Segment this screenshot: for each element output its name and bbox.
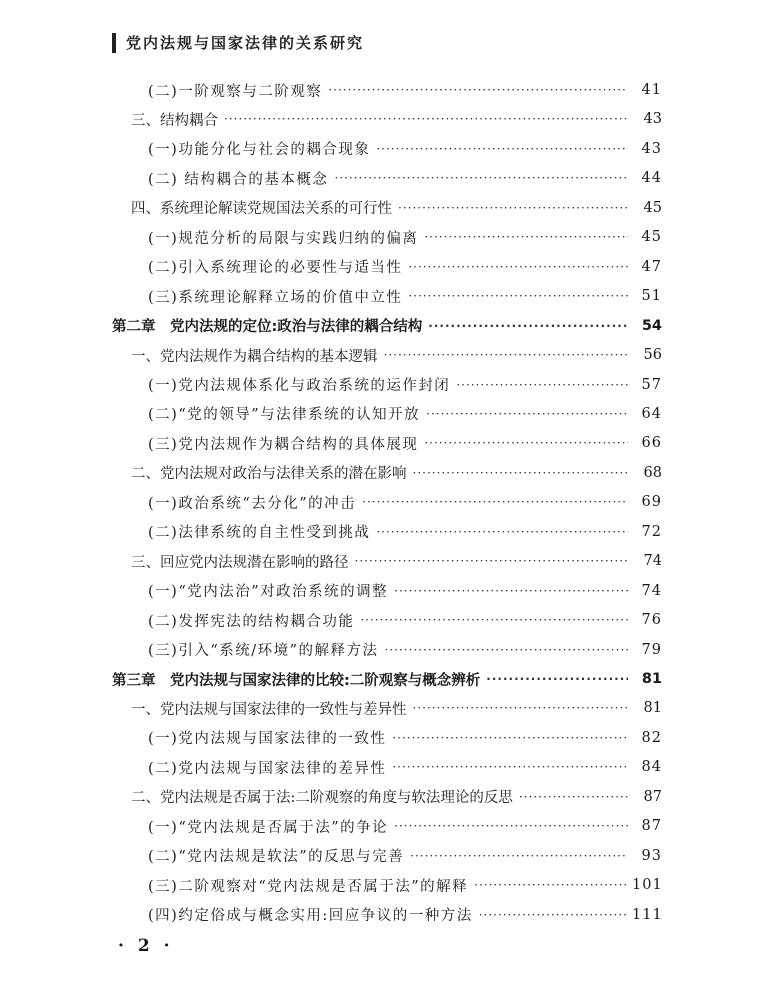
toc-entry-title: (三)党内法规作为耦合结构的具体展现 — [148, 436, 419, 453]
dot-leader — [392, 760, 628, 774]
toc-entry-sub[interactable] — [148, 430, 662, 456]
dot-leader — [428, 319, 628, 333]
toc-entry-title: 三、回应党内法规潜在影响的路径 — [131, 554, 349, 571]
toc-entry-sub[interactable] — [148, 489, 662, 515]
toc-entry-section[interactable] — [131, 460, 662, 486]
toc-entry-page: 56 — [643, 347, 662, 364]
dot-leader — [410, 849, 628, 863]
dot-leader — [392, 731, 628, 745]
dot-leader — [385, 643, 628, 657]
toc-entry-section[interactable] — [131, 106, 662, 132]
toc-entry-page: 84 — [641, 759, 662, 776]
toc-entry-section[interactable] — [131, 195, 662, 221]
toc-entry-sub[interactable] — [148, 754, 662, 780]
page-number: · 2 · — [118, 936, 174, 956]
toc-entry-page: 81 — [641, 671, 662, 687]
toc-entry-page: 82 — [641, 729, 662, 746]
toc-entry-sub[interactable] — [148, 372, 662, 398]
toc-entry-page: 51 — [641, 288, 662, 305]
dot-leader — [426, 407, 628, 421]
toc-entry-sub[interactable] — [148, 813, 662, 839]
toc-entry-title: (二)引入系统理论的必要性与适当性 — [148, 260, 403, 277]
toc-entry-chapter[interactable] — [112, 313, 662, 339]
dot-leader — [456, 378, 628, 392]
toc-entry-sub[interactable] — [148, 77, 662, 103]
dot-leader — [424, 230, 628, 244]
toc-entry-title: 一、党内法规与国家法律的一致性与差异性 — [131, 701, 407, 718]
toc-entry-page: 57 — [641, 376, 662, 393]
dot-leader — [479, 908, 628, 922]
toc-entry-sub[interactable] — [148, 254, 662, 280]
toc-entry-title: (三)二阶观察对“党内法规是否属于法”的解释 — [148, 878, 469, 895]
toc-entry-sub[interactable] — [148, 843, 662, 869]
toc-entry-page: 87 — [641, 818, 662, 835]
toc-entry-page: 41 — [641, 82, 662, 98]
toc-entry-title: (一)功能分化与社会的耦合现象 — [148, 142, 371, 159]
toc-entry-section[interactable] — [131, 342, 662, 368]
toc-entry-title: (三)引入“系统/环境”的解释方法 — [148, 643, 379, 660]
toc-entry-section[interactable] — [131, 784, 662, 810]
toc-entry-title: (一)政治系统“去分化”的冲击 — [148, 495, 357, 512]
dot-leader — [224, 112, 628, 126]
toc-entry-page: 74 — [641, 582, 662, 599]
toc-entry-sub[interactable] — [148, 578, 662, 604]
toc-entry-sub[interactable] — [148, 725, 662, 751]
toc-entry-title: (一)“党内法治”对政治系统的调整 — [148, 584, 389, 601]
toc-entry-sub[interactable] — [148, 283, 662, 309]
toc-entry-page: 44 — [641, 170, 662, 187]
toc-entry-title: (一)党内法规与国家法律的一致性 — [148, 731, 387, 748]
toc-entry-page: 66 — [641, 435, 662, 452]
toc-entry-page: 87 — [643, 788, 662, 805]
dot-leader — [413, 466, 629, 480]
toc-entry-sub[interactable] — [148, 136, 662, 162]
toc-entry-page: 76 — [641, 612, 662, 629]
toc-entry-page: 43 — [641, 140, 662, 157]
toc-entry-page: 47 — [641, 258, 662, 275]
toc-entry-title: (二)一阶观察与二阶观察 — [148, 83, 323, 100]
dot-leader — [424, 436, 628, 450]
toc-entry-title: 一、党内法规作为耦合结构的基本逻辑 — [131, 348, 378, 365]
dot-leader — [474, 878, 628, 892]
toc-entry-sub[interactable] — [148, 872, 662, 898]
dot-leader — [362, 495, 628, 509]
running-header — [112, 32, 364, 53]
toc-entry-title: 第三章 党内法规与国家法律的比较:二阶观察与概念辨析 — [112, 672, 481, 689]
toc-entry-title: 三、结构耦合 — [131, 112, 218, 129]
toc-entry-title: (一)“党内法规是否属于法”的争论 — [148, 819, 389, 836]
dot-leader — [394, 584, 628, 598]
toc-entry-title: (二)党内法规与国家法律的差异性 — [148, 760, 387, 777]
toc-entry-title: 第二章 党内法规的定位:政治与法律的耦合结构 — [112, 319, 423, 336]
toc-entry-page: 72 — [641, 523, 662, 540]
dot-leader — [376, 525, 628, 539]
dot-leader — [413, 701, 629, 715]
dot-leader — [355, 554, 629, 568]
toc-entry-page: 45 — [641, 229, 662, 246]
toc-entry-title: (三)系统理论解释立场的价值中立性 — [148, 289, 403, 306]
toc-entry-title: 二、党内法规是否属于法:二阶观察的角度与软法理论的反思 — [131, 790, 513, 807]
toc-entry-title: (二)“党的领导”与法律系统的认知开放 — [148, 407, 421, 424]
toc-entry-title: 二、党内法规对政治与法律关系的潜在影响 — [131, 466, 407, 483]
toc-entry-title: (二)发挥宪法的结构耦合功能 — [148, 613, 355, 630]
dot-leader — [408, 260, 628, 274]
toc-entry-page: 74 — [643, 553, 662, 570]
toc-entry-page: 93 — [641, 847, 662, 864]
dot-leader — [334, 171, 628, 185]
toc-entry-title: (一)规范分析的局限与实践归纳的偏离 — [148, 230, 419, 247]
dot-leader — [360, 613, 628, 627]
toc-entry-page: 68 — [643, 464, 662, 481]
toc-entry-page: 45 — [643, 199, 662, 216]
dot-leader — [384, 348, 629, 362]
toc-entry-page: 101 — [632, 877, 663, 894]
toc-entry-sub[interactable] — [148, 902, 662, 928]
dot-leader — [408, 289, 628, 303]
dot-leader — [398, 201, 628, 215]
toc-entry-section[interactable] — [131, 695, 662, 721]
toc-entry-title: (二) 结构耦合的基本概念 — [148, 171, 329, 188]
dot-leader — [394, 819, 628, 833]
toc-entry-sub[interactable] — [148, 519, 662, 545]
toc-entry-page: 79 — [641, 641, 662, 658]
toc-entry-sub[interactable] — [148, 637, 662, 663]
dot-leader — [519, 790, 628, 804]
toc-entry-page: 54 — [641, 317, 662, 334]
toc-entry-chapter[interactable] — [112, 666, 662, 692]
toc-entry-title: (二)法律系统的自主性受到挑战 — [148, 525, 371, 542]
toc-entry-section[interactable] — [131, 548, 662, 574]
toc-entry-page: 111 — [632, 906, 663, 923]
toc-entry-page: 69 — [641, 494, 662, 511]
toc-entry-title: (二)“党内法规是软法”的反思与完善 — [148, 849, 405, 866]
running-title: 党内法规与国家法律的关系研究 — [126, 34, 365, 52]
toc-entry-title: (一)党内法规体系化与政治系统的运作封闭 — [148, 378, 451, 394]
toc-entry-sub[interactable] — [148, 401, 662, 427]
toc-entry-page: 43 — [643, 111, 662, 128]
toc-entry-page: 64 — [641, 405, 662, 422]
toc-entry-sub[interactable] — [148, 224, 662, 250]
toc-entry-sub[interactable] — [148, 165, 662, 191]
toc-entry-sub[interactable] — [148, 607, 662, 633]
header-bar — [112, 33, 116, 53]
toc-entry-page: 81 — [643, 700, 662, 717]
toc-entry-title: 四、系统理论解读党规国法关系的可行性 — [131, 201, 392, 218]
dot-leader — [328, 83, 628, 97]
toc-entry-title: (四)约定俗成与概念实用:回应争议的一种方法 — [148, 908, 473, 925]
dot-leader — [486, 672, 628, 686]
dot-leader — [376, 142, 628, 156]
